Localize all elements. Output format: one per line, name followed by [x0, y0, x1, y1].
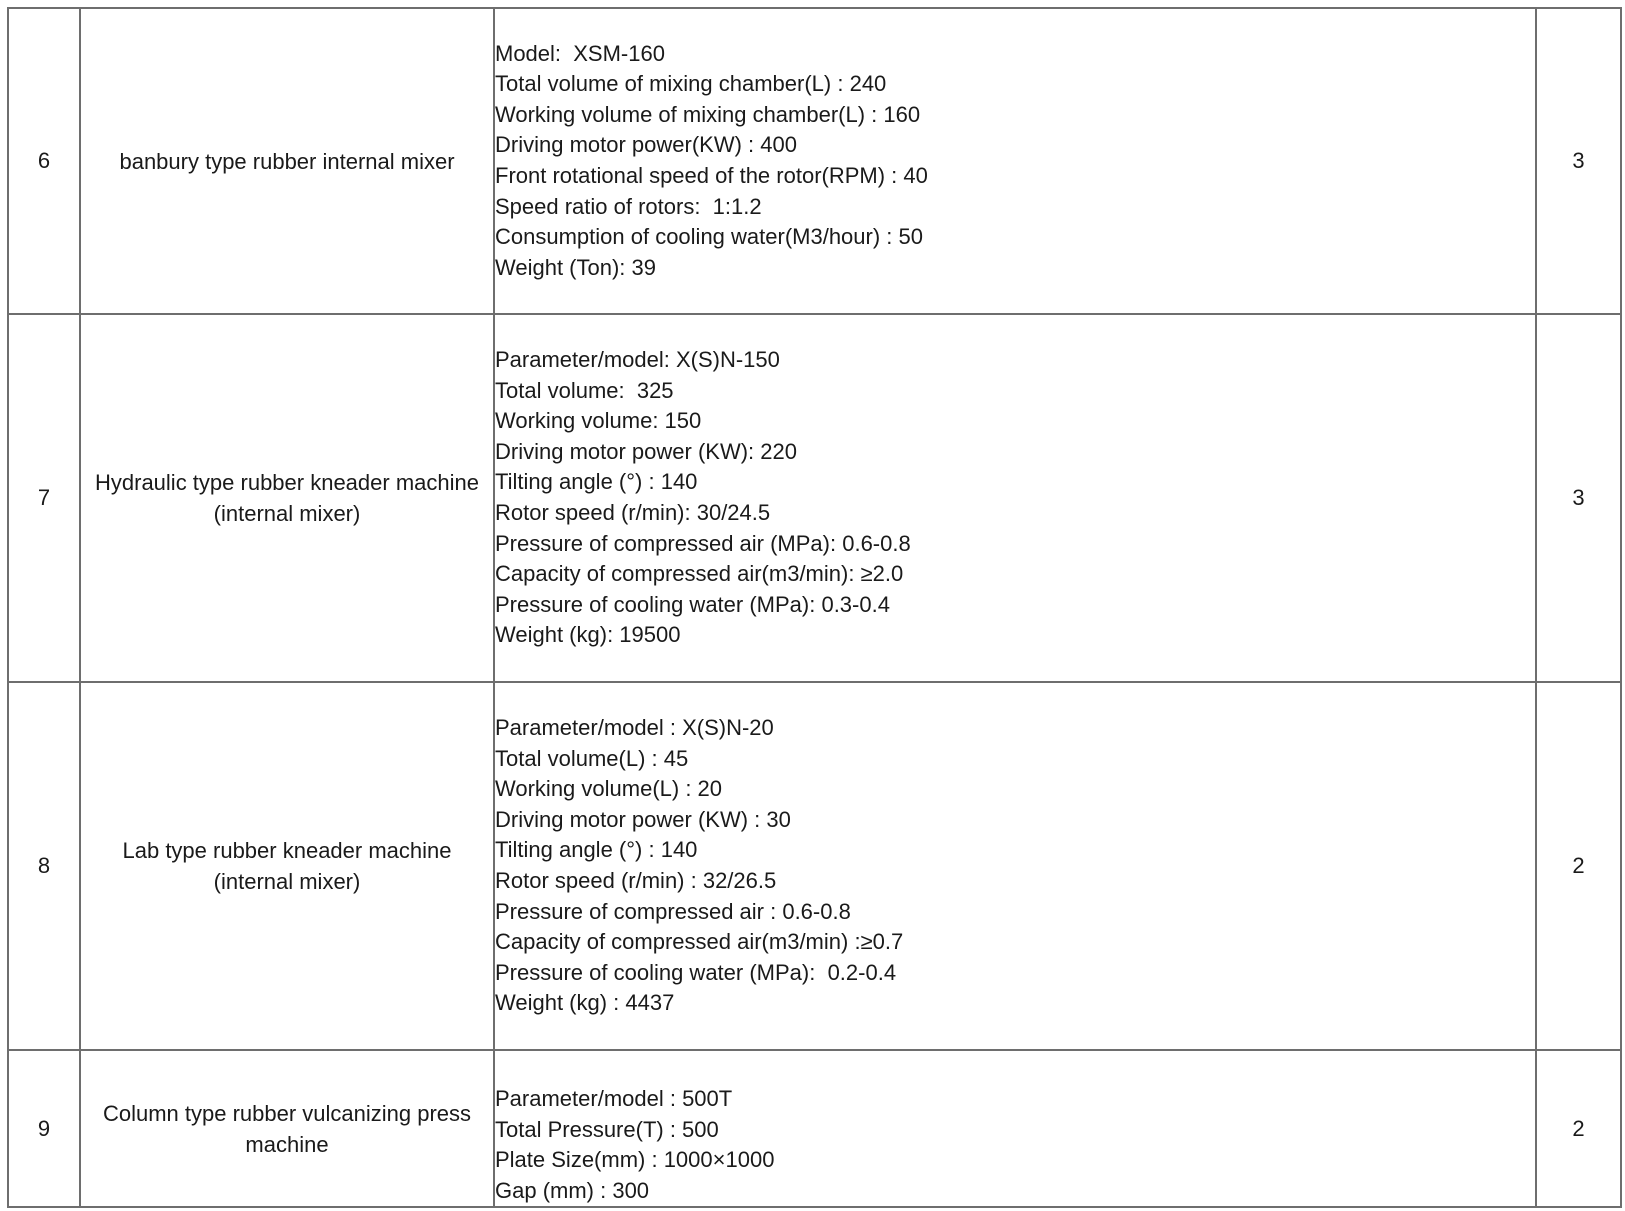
spec-cell: [494, 8, 1536, 314]
row-number: 7: [8, 314, 80, 682]
spec-line: Pressure of cooling water (MPa): 0.2-0.4: [495, 959, 897, 985]
table-row: [8, 314, 1621, 682]
spec-line: Working volume: 150: [495, 408, 702, 434]
quantity: 2: [1536, 1050, 1621, 1207]
spec-line: Parameter/model: X(S)N-150: [495, 347, 780, 373]
spec-line: Model: XSM-160: [495, 40, 665, 66]
equipment-name: Column type rubber vulcanizing press machine: [80, 1050, 494, 1207]
spec-line: Total volume: 325: [495, 377, 674, 403]
spec-line: Total volume(L) : 45: [495, 745, 689, 771]
spec-line: Speed ratio of rotors: 1:1.2: [495, 193, 762, 219]
spec-line: Tilting angle (°) : 140: [495, 837, 698, 863]
spec-line: Capacity of compressed air(m3/min): ≥2.0: [495, 561, 904, 587]
spec-line: Rotor speed (r/min): 30/24.5: [495, 500, 771, 525]
spec-cell: [494, 314, 1536, 682]
spec-line: Pressure of compressed air (MPa): 0.6-0.8: [495, 530, 911, 556]
spec-line: Total volume of mixing chamber(L) : 240: [495, 71, 887, 97]
equipment-name: banbury type rubber internal mixer: [80, 8, 494, 314]
spec-line: Weight (kg): 19500: [495, 622, 681, 648]
equipment-spec-table: [7, 7, 1622, 1208]
row-number: 9: [8, 1050, 80, 1207]
spec-line: Weight (kg) : 4437: [495, 990, 675, 1016]
spec-line: Driving motor power (KW): 220: [495, 438, 797, 464]
spec-line: Front rotational speed of the rotor(RPM) : 40: [495, 163, 928, 188]
spec-line: Driving motor power (KW) : 30: [495, 806, 791, 832]
spec-cell: [494, 1050, 1536, 1207]
spec-line: Parameter/model : X(S)N-20: [495, 715, 774, 741]
spec-line: Working volume of mixing chamber(L) : 160: [495, 101, 921, 127]
row-number: 6: [8, 8, 80, 314]
equipment-name: Lab type rubber kneader machine (internal mixer): [80, 682, 494, 1050]
spec-line: Tilting angle (°) : 140: [495, 469, 698, 495]
table-row: [8, 682, 1621, 1050]
quantity: 3: [1536, 314, 1621, 682]
spec-line: Plate Size(mm) : 1000×1000: [495, 1147, 775, 1173]
spec-cell: [494, 682, 1536, 1050]
table-row: [8, 8, 1621, 314]
quantity: 2: [1536, 682, 1621, 1050]
spec-line: Weight (Ton): 39: [495, 254, 657, 280]
spec-line: Parameter/model : 500T: [495, 1086, 733, 1111]
equipment-name: Hydraulic type rubber kneader machine (internal mixer): [80, 314, 494, 682]
spec-line: Total Pressure(T) : 500: [495, 1116, 719, 1142]
spec-line: Working volume(L) : 20: [495, 776, 723, 802]
spec-line: Rotor speed (r/min) : 32/26.5: [495, 868, 777, 893]
spec-line: Consumption of cooling water(M3/hour) : 50: [495, 224, 923, 250]
spec-line: Gap (mm) : 300: [495, 1177, 650, 1203]
table-row: [8, 1050, 1621, 1207]
spec-line: Capacity of compressed air(m3/min) :≥0.7: [495, 929, 904, 955]
row-number: 8: [8, 682, 80, 1050]
spec-line: Pressure of cooling water (MPa): 0.3-0.4: [495, 591, 890, 617]
spec-line: Pressure of compressed air : 0.6-0.8: [495, 898, 851, 924]
quantity: 3: [1536, 8, 1621, 314]
spec-line: Driving motor power(KW) : 400: [495, 132, 797, 158]
